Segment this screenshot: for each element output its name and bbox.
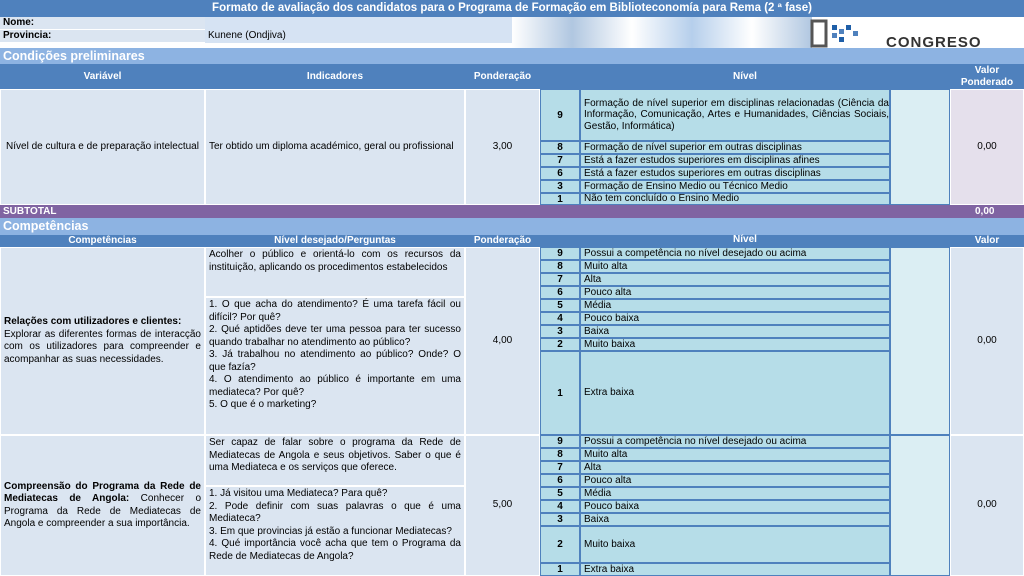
level-score: 4 — [540, 312, 580, 325]
level-score: 3 — [540, 513, 580, 526]
level-score: 7 — [540, 461, 580, 474]
indicador-cell: Ter obtido um diploma académico, geral ou profissional — [205, 89, 465, 205]
logo-banner — [512, 17, 1024, 48]
nome-label: Nome: — [0, 17, 512, 30]
level-text: Pouco alta — [580, 474, 890, 487]
header-nivel-2: Nível — [540, 235, 950, 247]
ponderacao-cell: 5,00 — [465, 435, 540, 576]
nivel-desejado-cell: Acolher o público e orientá-lo com os recursos da instituição, aplicando os procedimentos estabelecidos — [205, 247, 465, 297]
section-competencias-title: Competências — [0, 218, 1024, 235]
level-score: 9 — [540, 435, 580, 448]
competencia-relacoes-cell — [0, 247, 205, 435]
header-nivel-desejado: Nível desejado/Perguntas — [205, 235, 465, 247]
competencia-title: Relações com utilizadores e clientes: — [4, 316, 182, 327]
valor-cell: 0,00 — [950, 247, 1024, 435]
level-score: 9 — [540, 89, 580, 141]
level-text: Baixa — [580, 325, 890, 338]
level-text: Formação de nível superior em disciplinas relacionadas (Ciência da Informação, Comunicação, Artes e Humanidades, Ciências Sociais, Gestão, Informática) — [580, 89, 890, 141]
level-score: 6 — [540, 474, 580, 487]
level-text: Está a fazer estudos superiores em disciplinas afines — [580, 154, 890, 167]
level-text: Média — [580, 487, 890, 500]
level-score: 5 — [540, 299, 580, 312]
score-input-cell[interactable] — [890, 247, 950, 435]
level-score: 3 — [540, 180, 580, 193]
sheet-title: Formato de avaliação dos candidatos para o Programa de Formação em Biblioteconomía para Rema (2 ª fase) — [0, 0, 1024, 17]
level-score: 8 — [540, 141, 580, 154]
ponderacao-cell: 4,00 — [465, 247, 540, 435]
level-text: Baixa — [580, 513, 890, 526]
congreso-logo-icon — [810, 19, 870, 48]
header-variavel: Variável — [0, 64, 205, 89]
banner-stripes — [512, 17, 812, 48]
header-ponderacao-2: Ponderação — [465, 235, 540, 247]
level-score: 7 — [540, 273, 580, 286]
level-text: Está a fazer estudos superiores em outras disciplinas — [580, 167, 890, 180]
subtotal-row — [0, 205, 1024, 218]
level-text: Extra baixa — [580, 351, 890, 435]
level-text: Alta — [580, 461, 890, 474]
valor-ponderado-cell: 0,00 — [950, 89, 1024, 205]
level-text: Formação de Ensino Medio ou Técnico Medio — [580, 180, 890, 193]
level-score: 1 — [540, 351, 580, 435]
level-text: Pouco baixa — [580, 500, 890, 513]
header-valor-ponderado: Valor Ponderado — [950, 64, 1024, 89]
level-text: Pouco baixa — [580, 312, 890, 325]
score-input-cell[interactable] — [890, 435, 950, 576]
header-ponderacao: Ponderação — [465, 64, 540, 89]
competencia-programa-cell — [0, 435, 205, 576]
level-text: Não tem concluído o Ensino Medio — [580, 193, 890, 205]
level-score: 1 — [540, 193, 580, 205]
competencia-title: Compreensão do Programa da Rede de Mediatecas de Angola: — [4, 480, 201, 504]
subtotal-label: SUBTOTAL — [3, 206, 57, 217]
nome-field[interactable] — [205, 17, 512, 30]
ponderacao-cell: 3,00 — [465, 89, 540, 205]
level-text: Alta — [580, 273, 890, 286]
valor-cell: 0,00 — [950, 435, 1024, 576]
provincia-field[interactable]: Kunene (Ondjiva) — [205, 30, 512, 43]
variavel-cell: Nível de cultura e de preparação intelectual — [0, 89, 205, 205]
level-text: Muito baixa — [580, 526, 890, 563]
level-score: 4 — [540, 500, 580, 513]
level-text: Pouco alta — [580, 286, 890, 299]
level-text: Muito alta — [580, 260, 890, 273]
level-text: Extra baixa — [580, 563, 890, 576]
level-score: 8 — [540, 448, 580, 461]
header-nivel: Nível — [540, 64, 950, 89]
level-text: Formação de nível superior em outras disciplinas — [580, 141, 890, 154]
level-text: Muito baixa — [580, 338, 890, 351]
level-score: 6 — [540, 167, 580, 180]
competencia-text — [4, 481, 201, 531]
level-score: 2 — [540, 526, 580, 563]
competencia-desc: Explorar as diferentes formas de interacção com os utilizadores para compreender e acompanhar as suas necessidades. — [4, 328, 201, 365]
logo-text: CONGRESO — [886, 34, 982, 48]
level-text: Possui a competência no nível desejado ou acima — [580, 435, 890, 448]
level-score: 8 — [540, 260, 580, 273]
header-valor-2: Valor — [950, 235, 1024, 247]
subtotal-value: 0,00 — [975, 206, 995, 217]
level-score: 7 — [540, 154, 580, 167]
level-score: 3 — [540, 325, 580, 338]
level-text: Muito alta — [580, 448, 890, 461]
score-input-cell[interactable] — [890, 89, 950, 205]
level-score: 6 — [540, 286, 580, 299]
perguntas-cell: 1. Já visitou uma Mediateca? Para quê? 2. Pode definir com suas palavras o que é uma Mediateca? 3. Em que provincias já estão a funcionar Mediatecas? 4. Qué importância você acha que tem o Programa da Rede de Mediatecas de Angola? — [205, 486, 465, 576]
provincia-label: Provincia: — [0, 30, 512, 43]
level-text: Possui a competência no nível desejado ou acima — [580, 247, 890, 260]
level-score: 5 — [540, 487, 580, 500]
level-score: 2 — [540, 338, 580, 351]
level-text: Média — [580, 299, 890, 312]
perguntas-cell: 1. O que acha do atendimento? É uma tarefa fácil ou difícil? Por quê? 2. Qué aptidões deve ter uma pessoa para ter sucesso quando trabalhar no atendimento ao público? 3. Já trabalhou no atendimento ao público? Onde? O que fazía? 4. O atendimento ao público é importante em uma mediateca? Por quê? 5. O que é o marketing? — [205, 297, 465, 435]
header-competencias: Competências — [0, 235, 205, 247]
section-condicoes-title: Condições preliminares — [0, 48, 1024, 64]
level-score: 1 — [540, 563, 580, 576]
nivel-desejado-cell: Ser capaz de falar sobre o programa da Rede de Mediatecas de Angola e seus objetivos. Saber o que é uma Mediateca e os serviços que oferece. — [205, 435, 465, 486]
header-indicadores: Indicadores — [205, 64, 465, 89]
competencia-desc: Conhecer o Programa da Rede de Mediatecas de Angola e compreender a sua importância. — [4, 493, 201, 529]
level-score: 9 — [540, 247, 580, 260]
